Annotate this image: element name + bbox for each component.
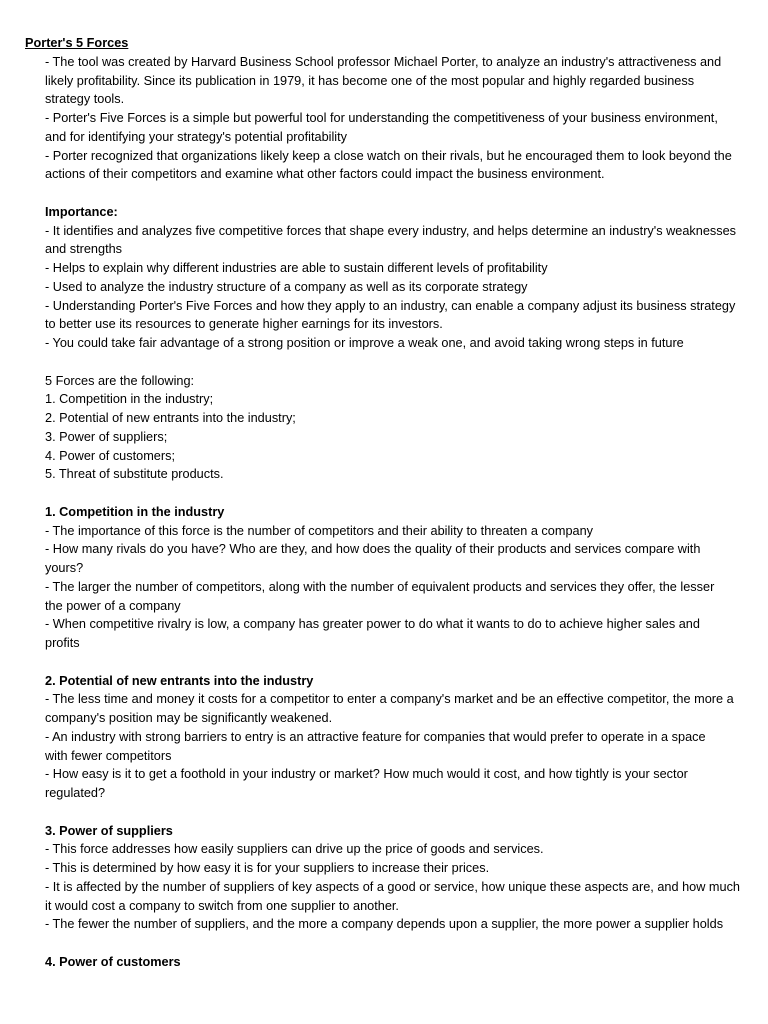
- intro-bullet-line: strategy tools.: [45, 91, 125, 107]
- forces-list-item: 3. Power of suppliers;: [45, 428, 168, 444]
- intro-bullet-line: actions of their competitors and examine what other factors could impact the business environment.: [45, 166, 605, 182]
- intro-section: [0, 53, 768, 184]
- section-heading: 1. Competition in the industry: [45, 503, 225, 519]
- section-heading: 3. Power of suppliers: [45, 822, 173, 838]
- section-bullet-line: with fewer competitors: [45, 747, 172, 763]
- section-bullet-line: the power of a company: [45, 597, 181, 613]
- section-customers: [0, 953, 768, 972]
- section-bullet-line: - It is affected by the number of suppliers of key aspects of a good or service, how unique these aspects are, and how much: [45, 878, 740, 894]
- section-heading: 4. Power of customers: [45, 953, 181, 969]
- section-competition: [0, 503, 768, 653]
- importance-bullet-line: - It identifies and analyzes five competitive forces that shape every industry, and helps determine an industry's weaknesses: [45, 222, 737, 238]
- intro-bullet-line: and for identifying your strategy's potential profitability: [45, 128, 347, 144]
- blank-line: [0, 353, 768, 372]
- section-bullet-line: - This is determined by how easy it is for your suppliers to increase their prices.: [45, 860, 490, 875]
- forces-list-item: 1. Competition in the industry;: [45, 391, 214, 407]
- blank-line: [0, 184, 768, 203]
- blank-line: [0, 653, 768, 672]
- importance-bullet-line: to better use its resources to generate higher earnings for its investors.: [45, 316, 443, 332]
- section-bullet-line: - The importance of this force is the number of competitors and their ability to threaten a company: [45, 522, 594, 538]
- blank-line: [0, 934, 768, 953]
- section-bullet-line: it would cost a company to switch from one supplier to another.: [45, 897, 399, 913]
- section-bullet-line: - How easy is it to get a foothold in your industry or market? How much would it cost, and how tightly is your sector: [45, 766, 688, 782]
- section-heading: 2. Potential of new entrants into the industry: [45, 672, 314, 688]
- intro-bullet-line: - Porter's Five Forces is a simple but powerful tool for understanding the competitiveness of your business environment,: [45, 110, 718, 125]
- section-bullet-line: company's position may be significantly weakened.: [45, 710, 333, 725]
- document-page: [0, 34, 768, 972]
- section-bullet-line: - When competitive rivalry is low, a company has greater power to do what it wants to do to achieve higher sales and: [45, 616, 700, 632]
- section-new-entrants: [0, 672, 768, 803]
- importance-bullet-line: - You could take fair advantage of a strong position or improve a weak one, and avoid taking wrong steps in future: [45, 335, 684, 350]
- blank-line: [0, 484, 768, 503]
- document-title: Porter's 5 Forces: [25, 35, 129, 50]
- intro-bullet-line: - Porter recognized that organizations likely keep a close watch on their rivals, but he encouraged them to look beyond the: [45, 147, 732, 163]
- importance-bullet-line: - Used to analyze the industry structure of a company as well as its corporate strategy: [45, 278, 528, 294]
- section-bullet-line: profits: [45, 635, 80, 650]
- forces-list-item: 5. Threat of substitute products.: [45, 466, 224, 482]
- importance-bullet-line: - Helps to explain why different industries are able to sustain different levels of profitability: [45, 260, 548, 275]
- intro-bullet-line: likely profitability. Since its publication in 1979, it has become one of the most popular and highly regarded business: [45, 72, 695, 88]
- section-bullet-line: - An industry with strong barriers to entry is an attractive feature for companies that would prefer to operate in a space: [45, 728, 706, 744]
- importance-bullet-line: - Understanding Porter's Five Forces and how they apply to an industry, can enable a company adjust its business strategy: [45, 297, 736, 313]
- section-bullet-line: - This force addresses how easily suppliers can drive up the price of goods and services.: [45, 841, 544, 857]
- importance-heading: Importance:: [45, 203, 118, 219]
- importance-section: [0, 203, 768, 353]
- intro-bullet-line: - The tool was created by Harvard Business School professor Michael Porter, to analyze an industry's attractiveness and: [45, 53, 722, 69]
- blank-line: [0, 803, 768, 822]
- section-bullet-line: regulated?: [45, 785, 106, 800]
- section-bullet-line: - The fewer the number of suppliers, and the more a company depends upon a supplier, the more power a supplier holds: [45, 916, 724, 932]
- section-bullet-line: yours?: [45, 560, 84, 575]
- section-bullet-line: - The less time and money it costs for a competitor to enter a company's market and be an effective competitor, the more a: [45, 691, 734, 707]
- forces-list-item: 2. Potential of new entrants into the industry;: [45, 410, 296, 425]
- forces-list-heading: 5 Forces are the following:: [45, 372, 195, 388]
- importance-bullet-line: and strengths: [45, 241, 123, 257]
- forces-list-section: [0, 372, 768, 485]
- section-bullet-line: - How many rivals do you have? Who are they, and how does the quality of their products and services compare with: [45, 541, 701, 557]
- section-suppliers: [0, 822, 768, 935]
- section-bullet-line: - The larger the number of competitors, along with the number of equivalent products and services they offer, the lesser: [45, 578, 715, 594]
- forces-list-item: 4. Power of customers;: [45, 447, 175, 463]
